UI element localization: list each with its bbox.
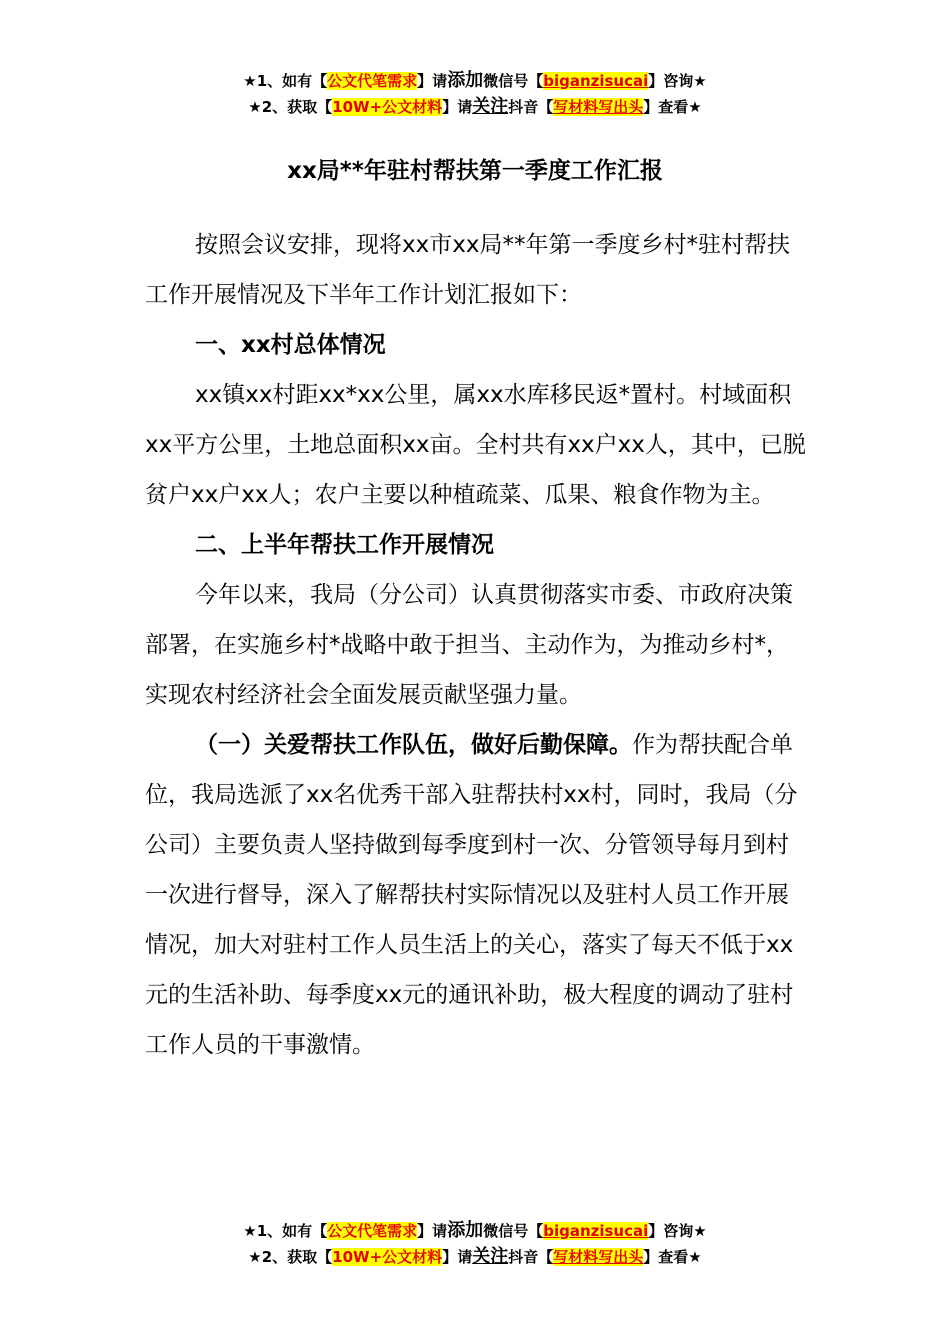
promo-text: 】请: [442, 98, 473, 116]
promo-text: 微信号【: [483, 72, 544, 90]
promo-text: 】咨询★: [648, 72, 707, 90]
document-body: [145, 220, 810, 1070]
promo-text: 抖音【: [508, 1248, 554, 1266]
promo-text: 】查看★: [643, 1248, 702, 1266]
promo-banner-top: [0, 68, 950, 120]
section-1-paragraph: xx镇xx村距xx*xx公里，属xx水库移民返*置村。村域面积xx平方公里，土地总面积xx亩。全村共有xx户xx人，其中，已脱贫户xx户xx人；农户主要以种植疏菜、瓜果、粮食作物为主。: [145, 382, 806, 508]
promo-line-1: [0, 1218, 950, 1244]
promo-emphasis: 添加: [447, 1220, 484, 1241]
promo-text: ★1、如有【: [243, 72, 328, 90]
promo-banner-bottom: [0, 1218, 950, 1270]
promo-line-2: [0, 94, 950, 120]
promo-text: 微信号【: [483, 1222, 544, 1240]
promo-wechat-id: biganzisucai: [543, 1222, 649, 1240]
document-title: xx局**年驻村帮扶第一季度工作汇报: [287, 158, 663, 184]
section-1-heading: 一、xx村总体情况: [195, 332, 386, 358]
promo-line-2: [0, 1244, 950, 1270]
promo-text: 抖音【: [508, 98, 554, 116]
promo-text: 】咨询★: [648, 1222, 707, 1240]
subsection-1-paragraph: [145, 720, 810, 1070]
promo-emphasis: 关注: [472, 1246, 509, 1267]
promo-douyin-id: 写材料写出头: [553, 1248, 644, 1266]
promo-text: ★2、获取【: [248, 1248, 333, 1266]
promo-text: 】请: [417, 1222, 448, 1240]
promo-wechat-id: biganzisucai: [543, 72, 649, 90]
promo-highlight: 公文代笔需求: [327, 72, 418, 90]
promo-text: 】查看★: [643, 98, 702, 116]
promo-text: ★1、如有【: [243, 1222, 328, 1240]
promo-emphasis: 关注: [472, 96, 509, 117]
promo-douyin-id: 写材料写出头: [553, 98, 644, 116]
promo-highlight: 公文代笔需求: [327, 1222, 418, 1240]
section-2-heading: 二、上半年帮扶工作开展情况: [195, 532, 494, 558]
promo-text: 】请: [417, 72, 448, 90]
promo-text: ★2、获取【: [248, 98, 333, 116]
section-2-paragraph: 今年以来，我局（分公司）认真贯彻落实市委、市政府决策部署，在实施乡村*战略中敢于担当、主动作为，为推动乡村*，实现农村经济社会全面发展贡献坚强力量。: [145, 582, 793, 708]
promo-emphasis: 添加: [447, 70, 484, 91]
intro-paragraph: 按照会议安排，现将xx市xx局**年第一季度乡村*驻村帮扶工作开展情况及下半年工作计划汇报如下：: [145, 232, 790, 308]
subsection-1-heading: （一）关爱帮扶工作队伍，做好后勤保障。: [195, 732, 632, 758]
subsection-1-body: 作为帮扶配合单位，我局选派了xx名优秀干部入驻帮扶村xx村，同时，我局（分公司）主要负责人坚持做到每季度到村一次、分管领导每月到村一次进行督导，深入了解帮扶村实际情况以及驻村人员工作开展情况，加大对驻村工作人员生活上的关心，落实了每天不低于xx元的生活补助、每季度xx元的通讯补助，极大程度的调动了驻村工作人员的干事激情。: [145, 732, 798, 1058]
promo-line-1: [0, 68, 950, 94]
promo-text: 】请: [442, 1248, 473, 1266]
promo-highlight: 10W+公文材料: [332, 1248, 443, 1266]
promo-highlight: 10W+公文材料: [332, 98, 443, 116]
